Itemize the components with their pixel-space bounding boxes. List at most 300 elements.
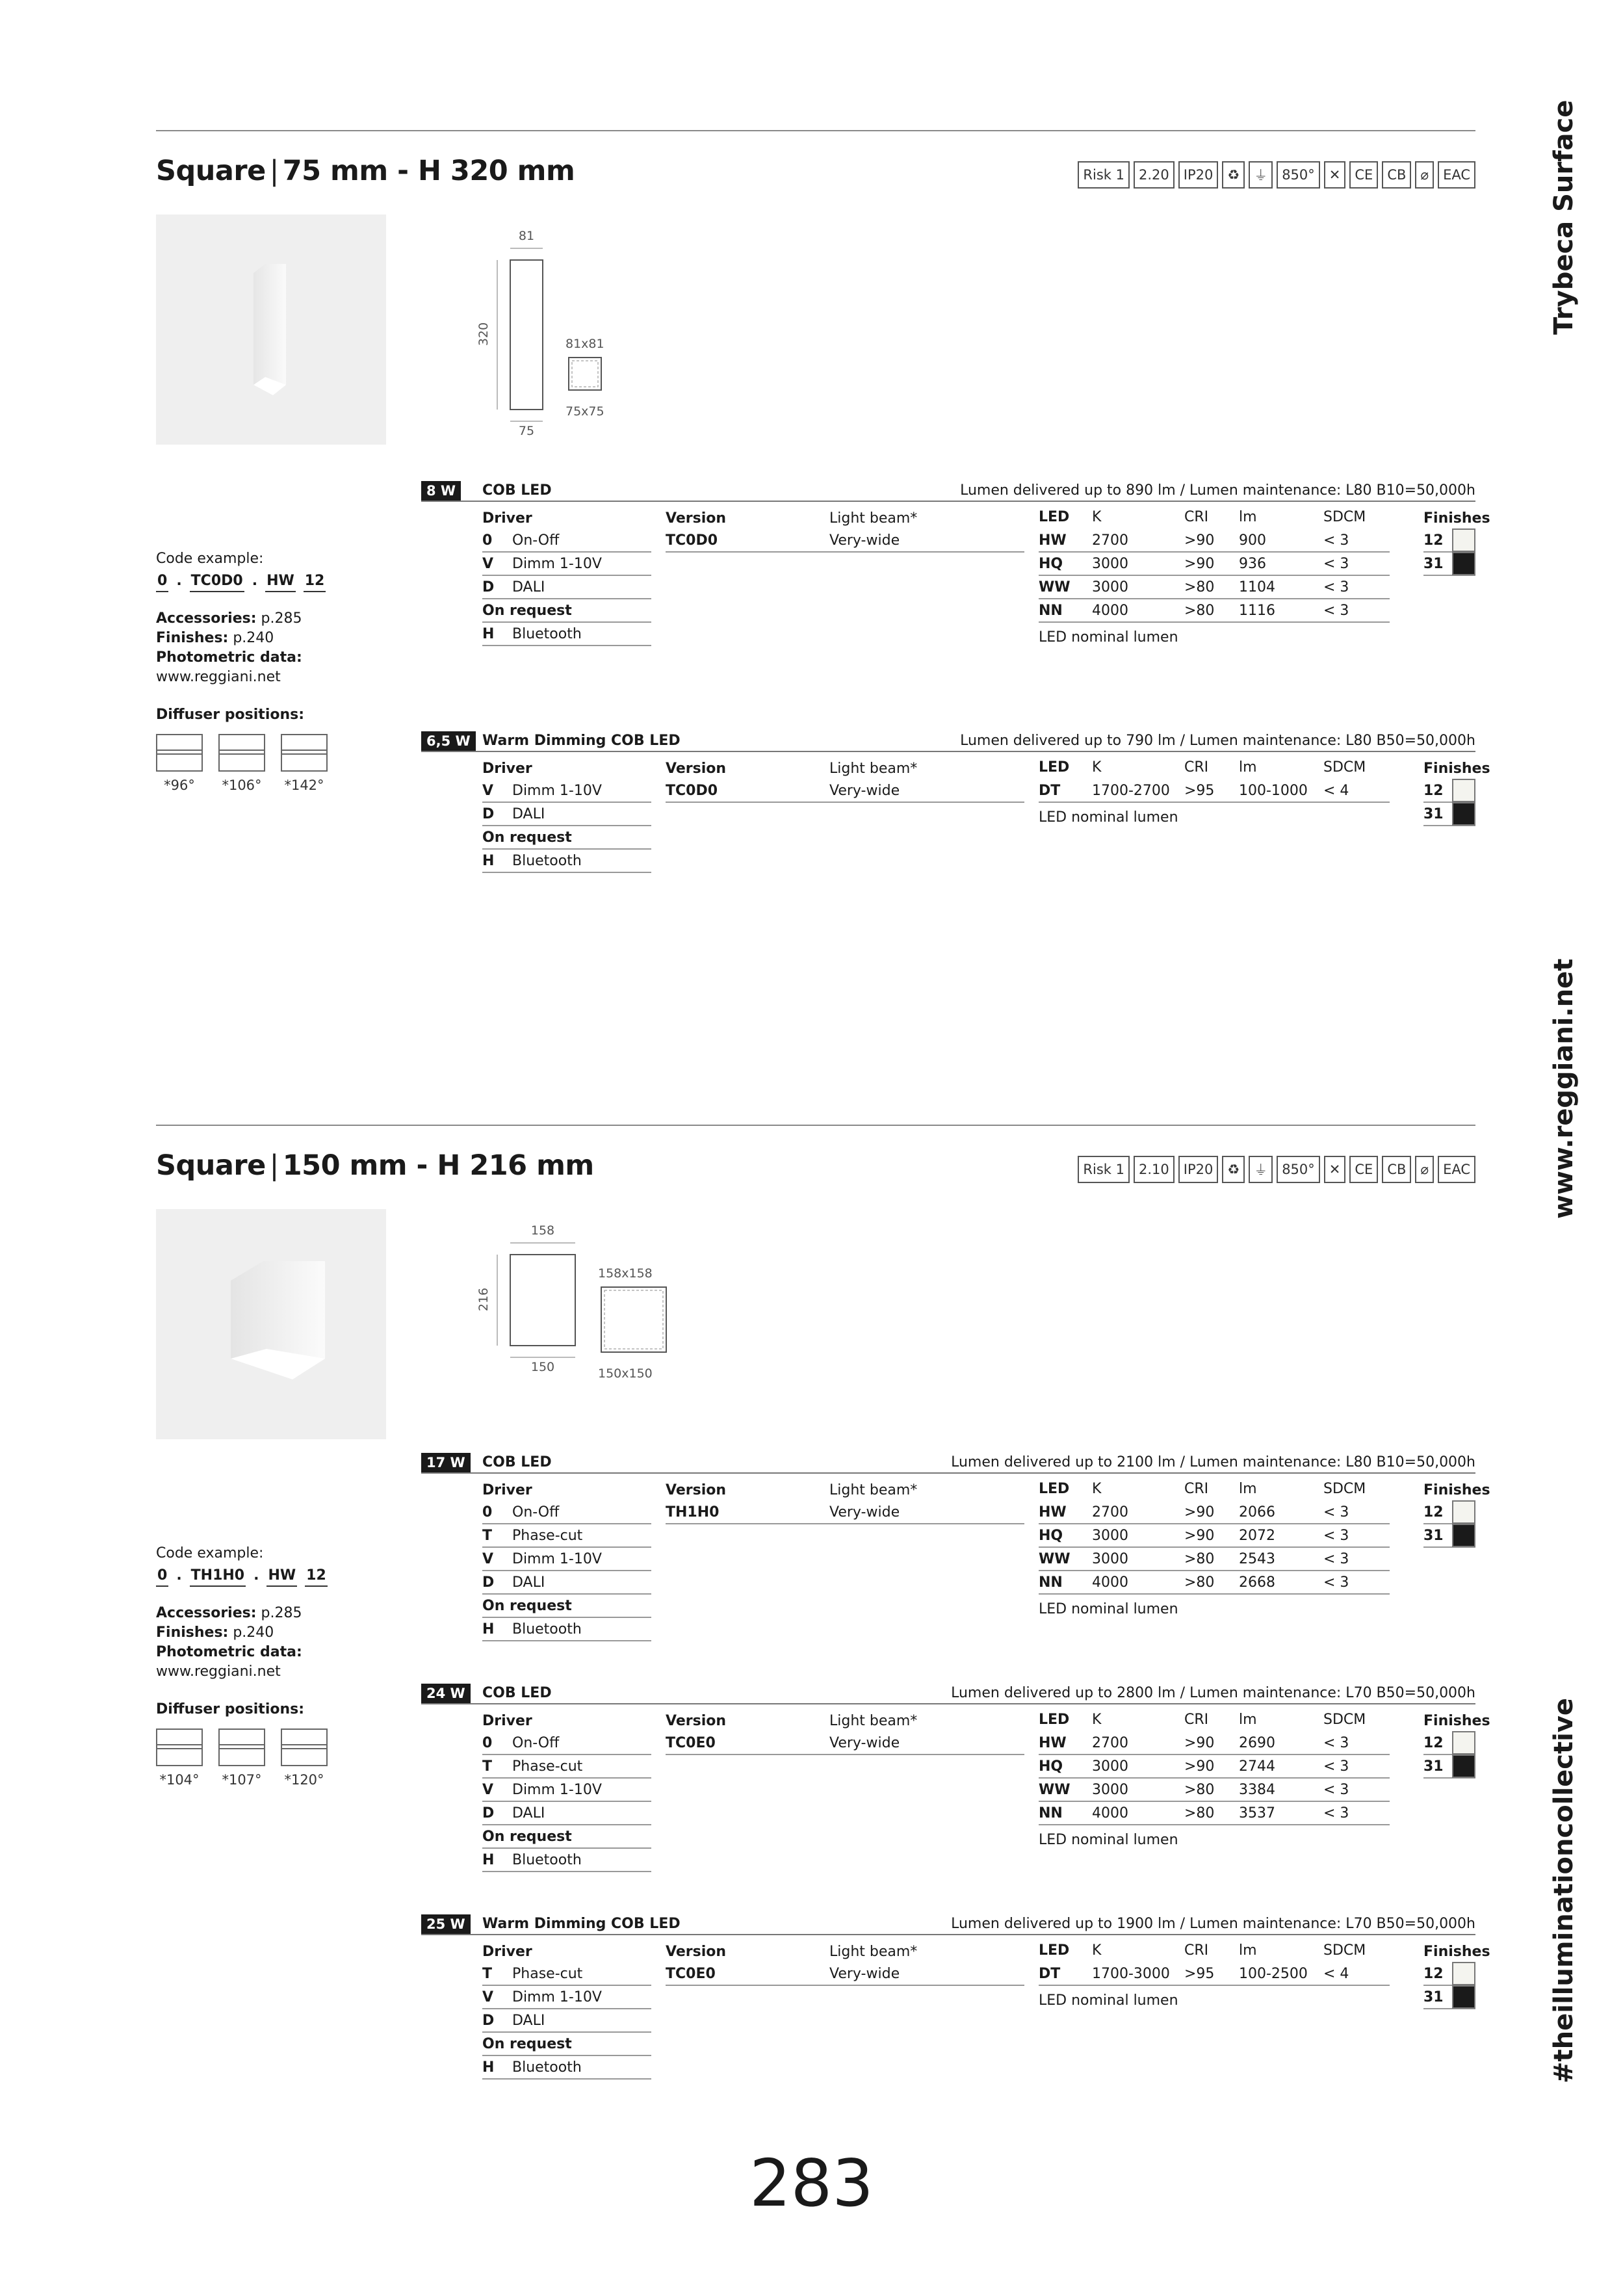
led-row <box>1039 599 1390 623</box>
led-col-header: lm <box>1239 1942 1257 1959</box>
beam-column <box>829 1708 1024 1755</box>
driver-code: 0 <box>482 1504 493 1520</box>
led-table <box>1039 1708 1390 1850</box>
side-info <box>156 549 390 795</box>
driver-header: Driver <box>482 761 532 777</box>
diffuser-icon <box>218 734 265 772</box>
led-cell: 3000 <box>1092 556 1128 572</box>
finish-row <box>1423 1755 1475 1779</box>
led-cell: >90 <box>1184 1528 1215 1544</box>
accessories-line <box>156 609 390 629</box>
driver-name: On-Off <box>512 532 560 549</box>
spec-block <box>421 1453 1490 1637</box>
nominal-lumen-note: LED nominal lumen <box>1039 629 1178 646</box>
certification-mark: ⌀ <box>1415 1156 1434 1183</box>
driver-row <box>482 2056 651 2080</box>
led-cell: NN <box>1039 1805 1063 1821</box>
led-col-header: lm <box>1239 509 1257 525</box>
led-cell: 3000 <box>1092 1551 1128 1567</box>
led-cell: 3537 <box>1239 1805 1275 1821</box>
beam-header: Light beam* <box>829 1944 918 1960</box>
version-header: Version <box>666 1944 727 1960</box>
driver-column <box>482 506 651 646</box>
led-cell: 936 <box>1239 556 1266 572</box>
version-row <box>666 529 829 553</box>
certification-mark: ⌀ <box>1415 161 1434 189</box>
finishes-page: p.240 <box>233 630 274 646</box>
dim-bottom-square: 150x150 <box>598 1366 653 1381</box>
finish-row <box>1423 779 1475 803</box>
driver-code: T <box>482 1528 493 1544</box>
driver-note: On request <box>482 603 572 619</box>
photometric-line <box>156 1643 390 1662</box>
product-name: Square <box>156 1149 266 1182</box>
finishes-label: Finishes: <box>156 630 229 646</box>
led-row <box>1039 553 1390 576</box>
led-cell: >80 <box>1184 1805 1215 1821</box>
product-dims: 75 mm - H 320 mm <box>282 155 575 187</box>
led-cell: 4000 <box>1092 603 1128 619</box>
certification-mark: 850° <box>1277 1156 1320 1183</box>
spec-block <box>421 481 1490 646</box>
code-example <box>156 571 390 592</box>
accessories-label: Accessories: <box>156 1605 257 1621</box>
lumen-info: Lumen delivered up to 1900 lm / Lumen maintenance: L70 B50=50,000h <box>951 1916 1475 1932</box>
diffuser-angle: *120° <box>284 1772 324 1788</box>
white-finish-swatch <box>1452 528 1475 552</box>
driver-name: DALI <box>512 2013 545 2029</box>
code-part: . <box>253 1567 259 1584</box>
certification-mark: EAC <box>1438 1156 1475 1183</box>
finish-row <box>1423 1524 1475 1548</box>
driver-row <box>482 779 651 803</box>
led-row <box>1039 1548 1390 1571</box>
driver-row <box>482 1755 651 1779</box>
led-cell: DT <box>1039 1966 1061 1982</box>
led-cell: 3000 <box>1092 1758 1128 1775</box>
led-cell: WW <box>1039 1551 1071 1567</box>
certification-mark: 850° <box>1277 161 1320 189</box>
diffuser-icon <box>156 1729 203 1766</box>
driver-row <box>482 1849 651 1872</box>
led-row <box>1039 1524 1390 1548</box>
dimension-drawing <box>476 1223 689 1424</box>
finish-code: 31 <box>1423 555 1444 572</box>
finish-row <box>1423 529 1475 553</box>
led-cell: 2700 <box>1092 1504 1128 1520</box>
led-cell: >90 <box>1184 1758 1215 1775</box>
beam-header: Light beam* <box>829 761 918 777</box>
beam-row <box>829 1501 1024 1524</box>
driver-name: Dimm 1-10V <box>512 1782 602 1798</box>
code-part: . <box>176 1567 182 1584</box>
driver-code: D <box>482 579 495 595</box>
photometric-line <box>156 648 390 668</box>
code-part: . <box>176 573 182 589</box>
diffuser-line <box>157 750 201 755</box>
driver-row <box>482 1732 651 1755</box>
certification-mark: IP20 <box>1178 1156 1219 1183</box>
led-cell: < 3 <box>1323 1574 1349 1591</box>
product-dims: 150 mm - H 216 mm <box>282 1149 594 1182</box>
certification-mark: ♻ <box>1222 1156 1245 1183</box>
diffuser-angle: *104° <box>159 1772 200 1788</box>
led-cell: 900 <box>1239 532 1266 549</box>
driver-code: D <box>482 1805 495 1821</box>
led-cell: HW <box>1039 1504 1067 1520</box>
driver-row <box>482 1524 651 1548</box>
diffuser-icon <box>281 1729 328 1766</box>
diffuser-icons <box>156 734 390 772</box>
dim-width: 158 <box>530 1223 555 1238</box>
driver-name: Dimm 1-10V <box>512 1989 602 2005</box>
dimension-drawing <box>476 229 689 438</box>
spec-block <box>421 1914 1490 2076</box>
finish-code: 12 <box>1423 1734 1444 1751</box>
led-table <box>1039 1478 1390 1619</box>
certification-mark: CE <box>1349 1156 1378 1183</box>
code-part: TC0D0 <box>190 571 244 592</box>
beam-header: Light beam* <box>829 1482 918 1498</box>
driver-name: Bluetooth <box>512 1621 582 1637</box>
led-header <box>1039 1708 1390 1732</box>
finishes-header: Finishes <box>1423 1482 1490 1498</box>
beam-value: Very-wide <box>829 783 900 799</box>
driver-row <box>482 1779 651 1802</box>
led-cell: 2072 <box>1239 1528 1275 1544</box>
driver-code: H <box>482 2059 495 2076</box>
driver-header: Driver <box>482 1713 532 1729</box>
certification-mark: 2.20 <box>1134 161 1175 189</box>
beam-row <box>829 779 1024 803</box>
finishes-page: p.240 <box>233 1624 274 1641</box>
diffuser-line <box>282 1744 326 1749</box>
diffuser-icon <box>156 734 203 772</box>
wattage-badge: 8 W <box>421 481 461 501</box>
led-table <box>1039 506 1390 647</box>
photometric-label: Photometric data: <box>156 1644 302 1660</box>
code-part: 0 <box>156 571 168 592</box>
driver-row <box>482 529 651 553</box>
dim-base: 150 <box>530 1360 555 1374</box>
finish-code: 31 <box>1423 1989 1444 2005</box>
driver-row <box>482 1986 651 2009</box>
driver-code: H <box>482 1621 495 1637</box>
finish-code: 12 <box>1423 1504 1444 1520</box>
certification-mark: ⏚ <box>1249 1156 1273 1183</box>
lumen-info: Lumen delivered up to 890 lm / Lumen maintenance: L80 B10=50,000h <box>960 482 1475 499</box>
led-col-header: SDCM <box>1323 1481 1366 1497</box>
product-title <box>156 155 575 187</box>
led-type: COB LED <box>482 1454 552 1470</box>
driver-row <box>482 1571 651 1595</box>
led-cell: 1700-3000 <box>1092 1966 1170 1982</box>
driver-row <box>482 599 651 623</box>
led-col-header: lm <box>1239 1481 1257 1497</box>
driver-header: Driver <box>482 510 532 527</box>
led-cell: 1700-2700 <box>1092 783 1170 799</box>
led-cell: < 3 <box>1323 556 1349 572</box>
led-col-header: LED <box>1039 1942 1070 1959</box>
led-cell: >90 <box>1184 556 1215 572</box>
led-cell: 1116 <box>1239 603 1275 619</box>
led-col-header: K <box>1092 759 1102 776</box>
black-finish-swatch <box>1452 1755 1475 1778</box>
dim-height: 216 <box>476 1287 491 1312</box>
led-cell: >90 <box>1184 1735 1215 1751</box>
lumen-info: Lumen delivered up to 790 lm / Lumen maintenance: L80 B50=50,000h <box>960 733 1475 749</box>
led-cell: 2543 <box>1239 1551 1275 1567</box>
led-cell: DT <box>1039 783 1061 799</box>
led-col-header: K <box>1092 1712 1102 1728</box>
nominal-lumen-note: LED nominal lumen <box>1039 809 1178 826</box>
version-row <box>666 779 829 803</box>
led-row <box>1039 1802 1390 1825</box>
photometric-label: Photometric data: <box>156 649 302 666</box>
version-code: TC0E0 <box>666 1966 716 1982</box>
white-finish-swatch <box>1452 1731 1475 1755</box>
led-cell: HQ <box>1039 1528 1063 1544</box>
dim-top-square: 158x158 <box>598 1266 653 1281</box>
version-header: Version <box>666 510 727 527</box>
wattage-badge: 6,5 W <box>421 731 476 751</box>
driver-row <box>482 1595 651 1618</box>
led-row <box>1039 1732 1390 1755</box>
spec-block <box>421 731 1490 869</box>
page-number: 283 <box>749 2145 874 2221</box>
finishes-header: Finishes <box>1423 1713 1490 1729</box>
driver-header: Driver <box>482 1944 532 1960</box>
led-cell: 3000 <box>1092 1528 1128 1544</box>
led-row <box>1039 1501 1390 1524</box>
led-cell: 4000 <box>1092 1574 1128 1591</box>
beam-column <box>829 1478 1024 1524</box>
code-part: 12 <box>305 1566 328 1587</box>
led-col-header: LED <box>1039 1481 1070 1497</box>
driver-row <box>482 553 651 576</box>
beam-row <box>829 529 1024 553</box>
certification-strip <box>1078 161 1475 189</box>
driver-note: On request <box>482 1829 572 1845</box>
finish-code: 12 <box>1423 532 1444 549</box>
driver-column <box>482 1708 651 1872</box>
driver-column <box>482 756 651 873</box>
driver-name: Bluetooth <box>512 853 582 869</box>
led-col-header: SDCM <box>1323 1712 1366 1728</box>
driver-code: V <box>482 1989 494 2005</box>
version-column <box>666 1939 829 1986</box>
driver-row <box>482 2033 651 2056</box>
led-col-header: LED <box>1039 1712 1070 1728</box>
finishes-line <box>156 1623 390 1643</box>
driver-column <box>482 1478 651 1641</box>
driver-name: Bluetooth <box>512 2059 582 2076</box>
finishes-line <box>156 629 390 648</box>
finishes-header: Finishes <box>1423 510 1490 527</box>
driver-row <box>482 1963 651 1986</box>
version-header: Version <box>666 1713 727 1729</box>
driver-note: On request <box>482 829 572 846</box>
led-cell: 3000 <box>1092 579 1128 595</box>
finishes-header: Finishes <box>1423 761 1490 777</box>
beam-column <box>829 756 1024 803</box>
driver-code: T <box>482 1758 493 1775</box>
led-col-header: CRI <box>1184 1942 1209 1959</box>
driver-row <box>482 1618 651 1641</box>
certification-mark: ✕ <box>1324 161 1346 189</box>
led-cell: 2744 <box>1239 1758 1275 1775</box>
led-cell: NN <box>1039 603 1063 619</box>
beam-column <box>829 1939 1024 1986</box>
led-col-header: K <box>1092 1942 1102 1959</box>
led-cell: < 3 <box>1323 1735 1349 1751</box>
finish-row <box>1423 803 1475 826</box>
driver-row <box>482 623 651 646</box>
version-row <box>666 1732 829 1755</box>
beam-column <box>829 506 1024 553</box>
driver-note: On request <box>482 1598 572 1614</box>
code-part: TH1H0 <box>190 1566 246 1587</box>
beam-row <box>829 1963 1024 1986</box>
led-cell: 3000 <box>1092 1782 1128 1798</box>
spec-header <box>421 481 1475 502</box>
version-row <box>666 1963 829 1986</box>
led-type: Warm Dimming COB LED <box>482 1916 681 1932</box>
led-cell: >95 <box>1184 1966 1215 1982</box>
side-info <box>156 1544 390 1790</box>
led-cell: >95 <box>1184 783 1215 799</box>
led-header <box>1039 1478 1390 1501</box>
finish-row <box>1423 553 1475 576</box>
driver-code: H <box>482 853 495 869</box>
led-cell: < 3 <box>1323 1782 1349 1798</box>
led-row <box>1039 1755 1390 1779</box>
led-cell: 3384 <box>1239 1782 1275 1798</box>
driver-name: DALI <box>512 806 545 822</box>
driver-name: Dimm 1-10V <box>512 1551 602 1567</box>
certification-mark: ✕ <box>1324 1156 1346 1183</box>
led-cell: >80 <box>1184 1782 1215 1798</box>
certification-mark: EAC <box>1438 161 1475 189</box>
certification-mark: IP20 <box>1178 161 1219 189</box>
finishes-column <box>1423 1939 1490 2009</box>
driver-code: D <box>482 1574 495 1591</box>
diffuser-angle: *96° <box>164 777 195 793</box>
white-finish-swatch <box>1452 1962 1475 1985</box>
led-header <box>1039 756 1390 779</box>
led-cell: 2066 <box>1239 1504 1275 1520</box>
driver-code: H <box>482 1852 495 1868</box>
lumen-info: Lumen delivered up to 2800 lm / Lumen maintenance: L70 B50=50,000h <box>951 1685 1475 1701</box>
led-cell: < 3 <box>1323 1504 1349 1520</box>
black-finish-swatch <box>1452 1524 1475 1547</box>
photometric-url: www.reggiani.net <box>156 669 281 685</box>
led-col-header: CRI <box>1184 509 1209 525</box>
led-col-header: SDCM <box>1323 509 1366 525</box>
code-part: 12 <box>304 571 326 592</box>
nominal-lumen-note: LED nominal lumen <box>1039 1601 1178 1617</box>
diffuser-label: Diffuser positions: <box>156 707 305 723</box>
driver-row <box>482 1548 651 1571</box>
spec-block <box>421 1684 1490 1868</box>
led-cell: >90 <box>1184 1504 1215 1520</box>
dim-height: 320 <box>476 322 491 346</box>
led-row <box>1039 1571 1390 1595</box>
certification-mark: Risk 1 <box>1078 1156 1130 1183</box>
led-row <box>1039 1963 1390 1986</box>
version-column <box>666 1708 829 1755</box>
driver-name: Bluetooth <box>512 626 582 642</box>
led-cell: 2668 <box>1239 1574 1275 1591</box>
dim-base: 75 <box>518 424 535 438</box>
driver-row <box>482 850 651 873</box>
led-header <box>1039 1939 1390 1963</box>
led-cell: < 3 <box>1323 1551 1349 1567</box>
led-col-header: LED <box>1039 759 1070 776</box>
finish-row <box>1423 1501 1475 1524</box>
wattage-badge: 24 W <box>421 1684 471 1703</box>
led-cell: < 3 <box>1323 1528 1349 1544</box>
accessories-page: p.285 <box>261 610 302 627</box>
led-cell: HQ <box>1039 1758 1063 1775</box>
driver-name: On-Off <box>512 1735 560 1751</box>
diffuser-angles <box>156 776 390 795</box>
version-column <box>666 756 829 803</box>
finish-code: 31 <box>1423 1758 1444 1775</box>
version-column <box>666 1478 829 1524</box>
driver-code: T <box>482 1966 493 1982</box>
diffuser-icon <box>218 1729 265 1766</box>
driver-name: On-Off <box>512 1504 560 1520</box>
led-cell: < 3 <box>1323 603 1349 619</box>
led-header <box>1039 506 1390 529</box>
beam-header: Light beam* <box>829 510 918 527</box>
driver-row <box>482 826 651 850</box>
driver-name: DALI <box>512 579 545 595</box>
led-cell: HW <box>1039 532 1067 549</box>
led-cell: < 4 <box>1323 783 1349 799</box>
finish-row <box>1423 1732 1475 1755</box>
accessories-page: p.285 <box>261 1605 302 1621</box>
accessories-line <box>156 1604 390 1623</box>
product-name: Square <box>156 155 266 187</box>
led-cell: 1104 <box>1239 579 1275 595</box>
diffuser-line <box>282 750 326 755</box>
driver-name: Phase-cut <box>512 1966 583 1982</box>
spec-header <box>421 731 1475 752</box>
led-row <box>1039 1779 1390 1802</box>
driver-code: V <box>482 1782 494 1798</box>
driver-row <box>482 1501 651 1524</box>
led-type: COB LED <box>482 1685 552 1701</box>
led-col-header: lm <box>1239 759 1257 776</box>
led-cell: 2700 <box>1092 1735 1128 1751</box>
certification-mark: ♻ <box>1222 161 1245 189</box>
beam-row <box>829 1732 1024 1755</box>
led-col-header: LED <box>1039 509 1070 525</box>
finishes-column <box>1423 1708 1490 1779</box>
diffuser-label: Diffuser positions: <box>156 1701 305 1717</box>
led-cell: 2700 <box>1092 532 1128 549</box>
wattage-badge: 25 W <box>421 1914 471 1934</box>
lumen-info: Lumen delivered up to 2100 lm / Lumen maintenance: L80 B10=50,000h <box>951 1454 1475 1470</box>
led-cell: < 3 <box>1323 579 1349 595</box>
led-cell: 4000 <box>1092 1805 1128 1821</box>
driver-code: H <box>482 626 495 642</box>
led-col-header: K <box>1092 1481 1102 1497</box>
dim-width: 81 <box>518 229 535 243</box>
title-separator: | <box>269 155 279 187</box>
